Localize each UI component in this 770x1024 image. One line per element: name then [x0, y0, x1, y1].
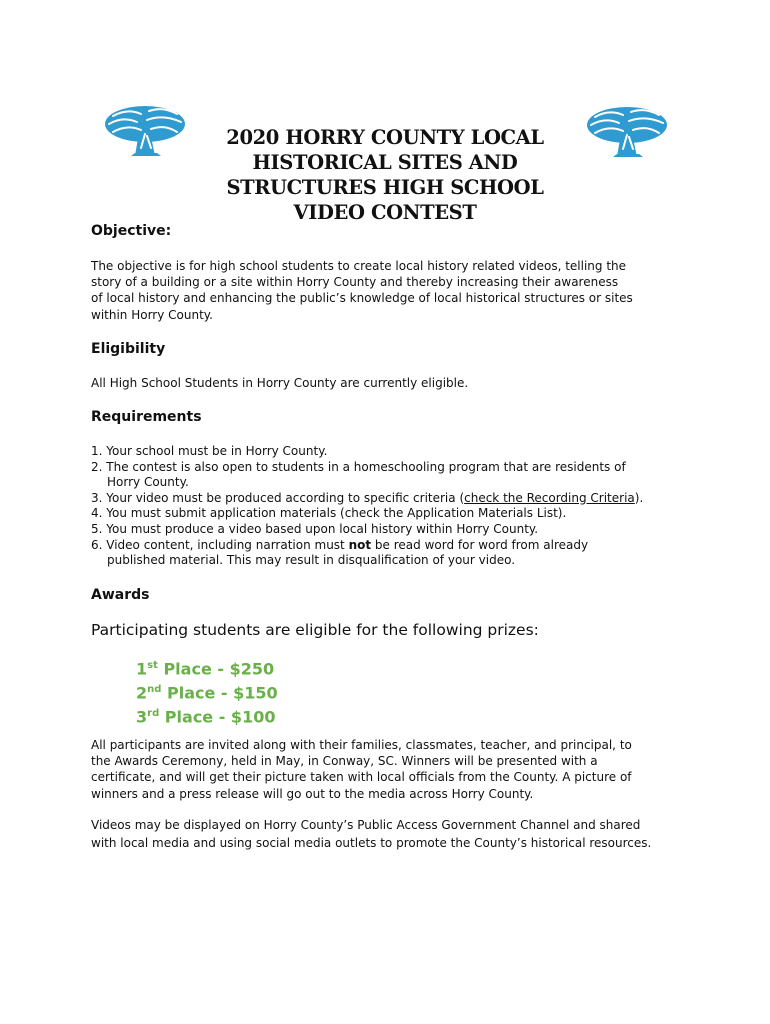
text-line: All participants are invited along with their families, classmates, teacher, and principal, to	[91, 738, 632, 752]
text-line: of local history and enhancing the public’s knowledge of local historical structures or sites	[91, 291, 633, 306]
prize-text: Place - $100	[159, 706, 276, 726]
title-line: STRUCTURES HIGH SCHOOL	[226, 176, 544, 200]
title-line: HISTORICAL SITES AND	[252, 151, 518, 175]
requirement-item: 1. Your school must be in Horry County.	[91, 444, 328, 458]
ordinal-suffix: st	[147, 660, 158, 671]
awards-heading: Awards	[91, 587, 150, 603]
objective-heading: Objective:	[91, 223, 172, 239]
text-line: within Horry County.	[91, 307, 213, 322]
ordinal-suffix: nd	[147, 683, 162, 695]
text-line: The objective is for high school students to create local history related videos, telling the	[91, 259, 627, 273]
text-line: with local media and using social media outlets to promote the County’s historical resources.	[91, 835, 652, 850]
text-line: winners and a press release will go out to the media across Horry County.	[91, 786, 534, 801]
eligibility-text: All High School Students in Horry County are currently eligible.	[91, 376, 469, 390]
tree-logo-icon	[103, 102, 187, 158]
text-line: the Awards Ceremony, held in May, in Conway, SC. Winners will be presented with a	[91, 754, 598, 769]
awards-intro: Participating students are eligible for the following prizes:	[91, 621, 539, 639]
requirement-item-continued: published material. This may result in disqualification of your video.	[107, 553, 516, 568]
prize-item	[136, 704, 278, 728]
text-span: ).	[634, 490, 644, 505]
prize-item	[136, 680, 278, 704]
text-span: 3. Your video must be produced according to specific criteria (	[91, 490, 465, 505]
requirement-item-continued: Horry County.	[107, 475, 189, 490]
requirement-item	[91, 491, 643, 507]
requirement-item: 4. You must submit application materials (check the Application Materials List).	[91, 506, 567, 521]
ceremony-text	[91, 737, 691, 802]
emphasis-not: not	[348, 537, 372, 552]
ordinal-suffix: rd	[147, 707, 160, 719]
page-title	[200, 125, 570, 225]
text-line: story of a building or a site within Horry County and thereby increasing their awareness	[91, 275, 619, 290]
requirements-list	[91, 444, 643, 569]
title-line: VIDEO CONTEST	[293, 201, 477, 225]
prize-number: 3	[136, 706, 148, 726]
recording-criteria-link[interactable]: check the Recording Criteria	[464, 490, 635, 505]
prize-text: Place - $250	[157, 659, 275, 679]
requirement-item	[91, 538, 643, 554]
requirements-heading: Requirements	[91, 409, 202, 425]
requirement-item: 5. You must produce a video based upon local history within Horry County.	[91, 521, 539, 536]
text-span: be read word for word from already	[371, 537, 589, 552]
prize-number: 1	[136, 659, 148, 679]
prize-list	[136, 656, 278, 727]
text-line: certificate, and will get their picture taken with local officials from the County. A picture of	[91, 770, 632, 785]
prize-item	[136, 656, 278, 680]
media-text	[91, 817, 651, 852]
prize-number: 2	[136, 683, 148, 703]
requirement-item: 2. The contest is also open to students in a homeschooling program that are residents of	[91, 459, 626, 474]
objective-text	[91, 258, 691, 323]
text-span: 6. Video content, including narration must	[91, 537, 349, 552]
text-line: Videos may be displayed on Horry County’s Public Access Government Channel and shared	[91, 818, 641, 832]
title-line: 2020 HORRY COUNTY LOCAL	[226, 126, 544, 150]
tree-logo-icon	[585, 103, 669, 159]
eligibility-heading: Eligibility	[91, 341, 166, 357]
prize-text: Place - $150	[161, 683, 278, 703]
